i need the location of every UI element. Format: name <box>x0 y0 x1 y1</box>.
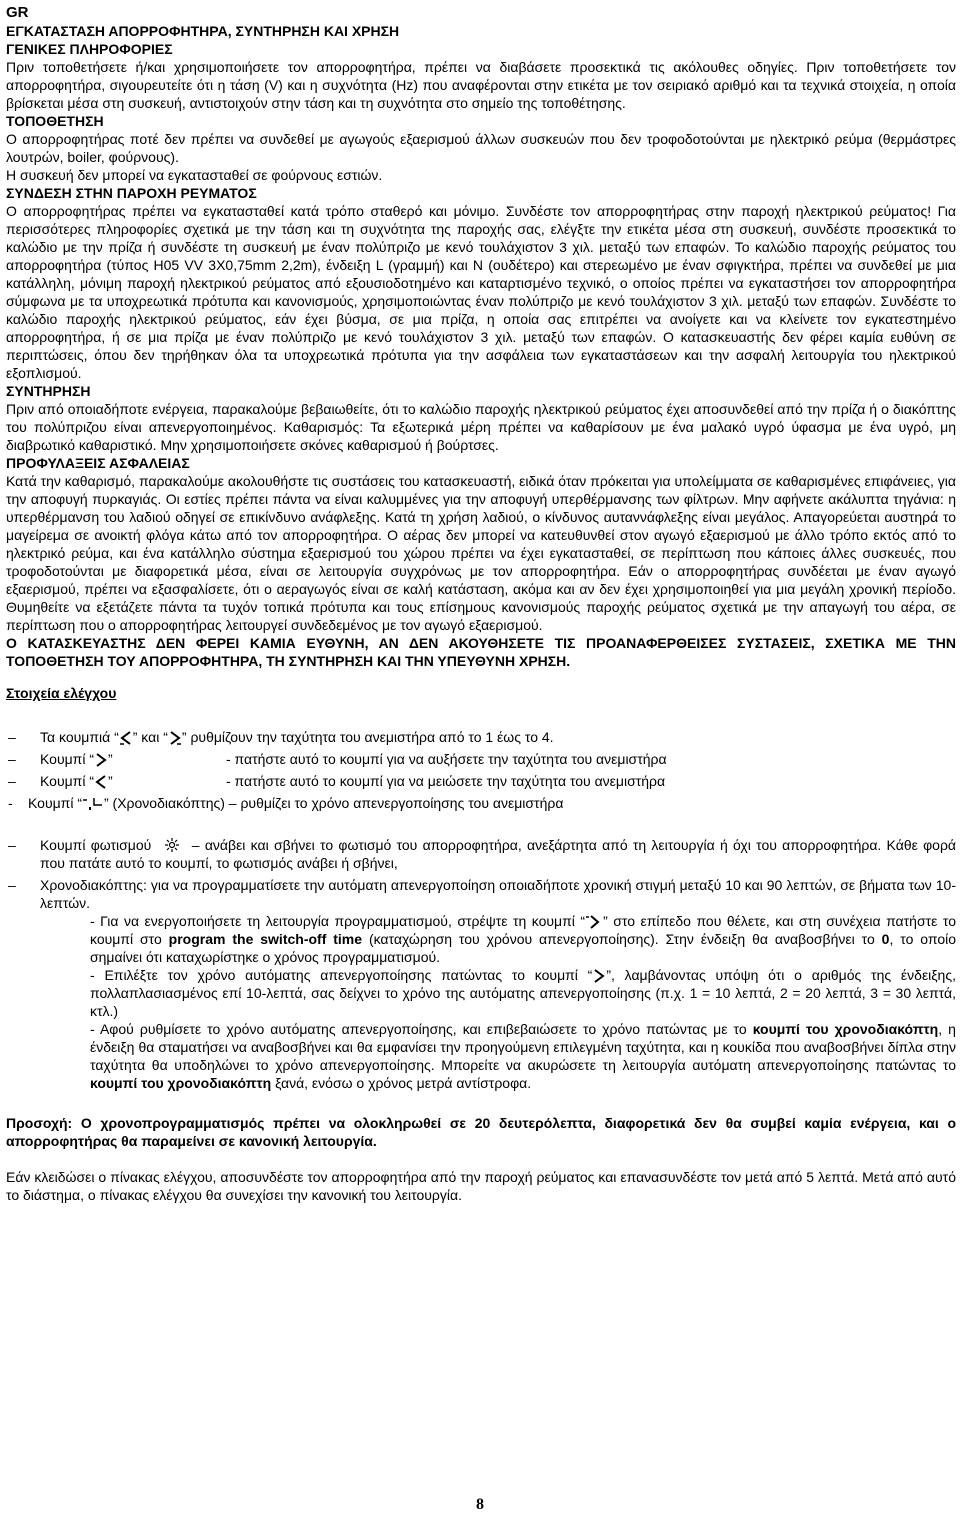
light-icon <box>163 837 181 853</box>
controls-item-speed-up: – Κουμπί “ ” - πατήστε αυτό το κουμπί για να αυξήσετε την ταχύτητα του ανεμιστήρα <box>8 751 667 767</box>
chevron-right-icon <box>592 969 606 983</box>
section-heading-connection: ΣΥΝΔΕΣΗ ΣΤΗΝ ΠΑΡΟΧΗ ΡΕΥΜΑΤΟΣ <box>6 185 257 201</box>
paragraph-lock: Εάν κλειδώσει ο πίνακας ελέγχου, αποσυνδέστε τον απορροφητήρα από την παροχή ρεύματος και επανασυνδέστε τον μετά από 5 λεπτά. Μετά από αυτό το διάστημα, ο πίνακας ελέγχου θα συνεχίσει την κανονική του λειτουργία. <box>6 1169 956 1203</box>
section-heading-installation: ΤΟΠΟΘΕΤΗΣΗ <box>6 113 104 129</box>
chevron-left-icon <box>94 775 108 789</box>
timer-icon <box>82 797 104 811</box>
language-code: GR <box>6 4 29 21</box>
chevron-right-icon <box>168 731 182 745</box>
paragraph-installation-2: Η συσκευή δεν μπορεί να εγκατασταθεί σε φούρνους εστιών. <box>6 167 383 183</box>
section-heading-safety: ΠΡΟΦΥΛΑΞΕΙΣ ΑΣΦΑΛΕΙΑΣ <box>6 455 190 471</box>
paragraph-maintenance: Πριν από οποιαδήποτε ενέργεια, παρακαλούμε βεβαιωθείτε, ότι το καλώδιο παροχής ηλεκτρικού ρεύματος έχει αποσυνδεθεί από την πρίζα ή ο διακόπτης του πολύπριζου είναι απενεργοποιημένος. Καθαρισμός: Τα εξωτερικά μέρη πρέπει να καθαρίσουν με ένα μαλακό υγρό ύφασμα με ένα υγρό, μη διαβρωτικό καθαριστικό. Μην χρησιμοποιήσετε σκόνες καθαρισμού ή βούρτσες. <box>6 401 956 453</box>
timer-icon <box>585 915 603 929</box>
timer-step-3: - Αφού ρυθμίσετε το χρόνο αυτόματης απενεργοποίησης, και επιβεβαιώσετε το χρόνο πατώντας με το κουμπί του χρονοδιακόπτη, η ένδειξη θα σταματήσει να αναβοσβήνει και θα εμφανίσει την προηγούμενη επιλεγμένη ταχύτητα, και η κουκίδα που αναβοσβήνει δίπλα στην ταχύτητα θα υποδηλώνει το χρόνο απενεργοποίησης. Μπορείτε να ακυρώσετε τη λειτουργία αυτόματη απενεργοποίησης πατώντας το κουμπί του χρονοδιακόπτη ξανά, ενόσω ο χρόνος μετρά αντίστροφα. <box>90 1021 956 1091</box>
bullet-dash: – <box>8 729 16 745</box>
controls-item-light: – Κουμπί φωτισμού – ανάβει και σβήνει το φωτισμό του απορροφητήρα, ανεξάρτητα από τη λειτουργία ή όχι του απορροφητήρα. Κάθε φορά που πατάτε αυτό το κουμπί, το φωτισμός ανάβει ή σβήνει, <box>8 837 957 871</box>
timer-step-1: - Για να ενεργοποιήσετε τη λειτουργία προγραμματισμού, στρέψτε τη κουμπί “ ” στο επίπεδο που θέλετε, και στη συνέχεια πατήστε το κουμπί στο program the switch-off time (καταχώρηση του χρόνου απενεργοποίησης). Στην ένδειξη θα αναβοσβήνει το 0, το οποίο σημαίνει ότι καταχωρίστηκε ο χρόνος προγραμματισμού. <box>90 913 956 965</box>
controls-item-timer: - Κουμπί “ ” (Χρονοδιακόπτης) – ρυθμίζει το χρόνο απενεργοποίησης του ανεμιστήρα <box>8 795 564 811</box>
chevron-left-icon <box>119 731 133 745</box>
paragraph-installation-1: Ο απορροφητήρας ποτέ δεν πρέπει να συνδεθεί με αγωγούς εξαερισμού άλλων συσκευών που δεν τροφοδοτούνται με ηλεκτρικό ρεύμα (θερμάστρες λουτρών, boiler, φούρνους). <box>6 131 956 165</box>
controls-item-timer-function: – Χρονοδιακόπτης: για να προγραμματίσετε την αυτόματη απενεργοποίηση οποιαδήποτε χρονική στιγμή μεταξύ 10 και 90 λεπτών, σε βήματα των 10-λεπτών. <box>8 877 956 911</box>
section-heading-general: ΓΕΝΙΚΕΣ ΠΛΗΡΟΦΟΡΙΕΣ <box>6 41 173 57</box>
timer-step-2: - Επιλέξτε τον χρόνο αυτόματης απενεργοποίησης πατώντας το κουμπί “ ”, λαμβάνοντας υπόψη ότι ο αριθμός της ένδειξης, πολλαπλασιασμένος επί 10-λεπτά, σας δείχνει το χρόνο της αυτόματης απενεργοποίησης (π.χ. 1 = 10 λεπτά, 2 = 20 λεπτά, 3 = 30 λεπτά, κτλ.) <box>90 967 956 1019</box>
controls-heading: Στοιχεία ελέγχου <box>6 685 117 701</box>
document-page <box>6 4 956 1204</box>
main-title: ΕΓΚΑΤΑΣΤΑΣΗ ΑΠΟΡΡΟΦΗΤΗΡΑ, ΣΥΝΤΗΡΗΣΗ ΚΑΙ ΧΡΗΣΗ <box>6 23 400 39</box>
controls-item-speed-down: – Κουμπί “ ” - πατήστε αυτό το κουμπί για να μειώσετε την ταχύτητα του ανεμιστήρα <box>8 773 666 789</box>
chevron-right-icon <box>94 753 108 767</box>
manufacturer-warning: Ο ΚΑΤΑΣΚΕΥΑΣΤΗΣ ΔΕΝ ΦΕΡΕΙ ΚΑΜΙΑ ΕΥΘΥΝΗ, ΑΝ ΔΕΝ ΑΚΟΥΘΗΣΕΤΕ ΤΙΣ ΠΡΟΑΝΑΦΕΡΘΕΙΣΕΣ ΣΥΣΤΑΣΕΙΣ, ΣΧΕΤΙΚΑ ΜΕ ΤΗΝ ΤΟΠΟΘΕΤΗΣΗ ΤΟΥ ΑΠΟΡΡΟΦΗΤΗΡΑ, ΤΗ ΣΥΝΤΗΡΗΣΗ ΚΑΙ ΤΗΝ ΥΠΕΥΘΥΝΗ ΧΡΗΣΗ. <box>6 635 956 669</box>
controls-item-speed: – Τα κουμπιά “ ” και “ ” ρυθμίζουν την ταχύτητα του ανεμιστήρα από το 1 έως το 4. <box>8 729 554 745</box>
timer-note: Προσοχή: Ο χρονοπρογραμματισμός πρέπει να ολοκληρωθεί σε 20 δευτερόλεπτα, διαφορετικά δεν θα συμβεί καμία ενέργεια, και ο απορροφητήρας θα παραμείνει σε κανονική λειτουργία. <box>6 1115 956 1149</box>
paragraph-safety: Κατά την καθαρισμό, παρακαλούμε ακολουθήστε τις συστάσεις του κατασκευαστή, ειδικά όταν πρόκειται για υπολείμματα σε καθαρισμένες επιφάνειες, για την αποφυγή πυρκαγιάς. Οι εστίες πρέπει πάντα να είναι καλυμμένες για την αποφυγή υπερθέρμανσης των φίλτρων. Μην αφήνετε ακάλυπτα τηγάνια: η υπερθέρμανση του λαδιού οδηγεί σε επικίνδυνο ανάφλεξης. Κατά τη χρήση λαδιού, ο κίνδυνος αυταννάφλεξης είναι μεγάλος. Απαγορεύεται αυστηρά το μαγείρεμα σε ανοικτή φλόγα κάτω από τον απορροφητήρα. Ο αέρας δεν μπορεί να κατευθυνθεί στον αγωγό εξαερισμού με άλλο τρόπο εκτός από το ηλεκτρικό ρεύμα, και ένα κατάλληλο σύστημα εξαερισμού του χώρου πρέπει να έχει εγκατασταθεί, σε περίπτωση που κάποιες άλλες συσκευές, που τροφοδοτούνται με διαφορετικά μέσα, είναι σε λειτουργία συγχρόνως με τον απορροφητήρα. Εάν ο απορροφητήρας συνδέεται με έναν αγωγό εξαερισμού, πρέπει να εξασφαλίσετε, ότι ο αεραγωγός είναι σε καλή κατάσταση, ακόμα και αν δεν έχει χρησιμοποιηθεί για μια μεγάλη χρονική περίοδο. Θυμηθείτε να εξετάζετε πάντα τα τυχόν τοπικά πρότυπα και τους επίσημους κανονισμούς παροχής ρεύματος σχετικά με την απαγωγή του αέρα, σε περίπτωση που ο απορροφητήρας λειτουργεί συνδεδεμένος με τον αγωγό εξαερισμού. <box>6 473 956 633</box>
paragraph-connection: Ο απορροφητήρας πρέπει να εγκατασταθεί κατά τρόπο σταθερό και μόνιμο. Συνδέστε τον απορροφητήρας στην παροχή ηλεκτρικού ρεύματος! Για περισσότερες πληροφορίες σχετικά με την τάση και τη συχνότητα της παροχής σας, ελέγξτε την ετικέτα μέσα στη συσκευή, συνδέστε προσεκτικά το καλώδιο με την πρίζα ή συνδέστε τη συσκευή με έναν πολύπριζο με κενό τουλάχιστον 3 χιλ. μεταξύ των επαφών. Το καλώδιο παροχής ρεύματος του απορροφητήρα (τύπος H05 VV 3X0,75mm 2,2m), ένδειξη L (γραμμή) και N (ουδέτερο) και στερεωμένο με έναν σφιγκτήρα, πρέπει να συνδεθεί με μια κατάλληλη, μόνιμη παροχή ηλεκτρικού ρεύματος από εξουσιοδοτημένο και καταρτισμένο τεχνικό, ο οποίος πρέπει να εγκαταστήσει τον απορροφητήρα σύμφωνα με τα υποχρεωτικά πρότυπα και κανονισμούς, χρησιμοποιώντας έναν πολύπριζο με κενό τουλάχιστον 3 χιλ. μεταξύ των επαφών. Συνδέστε το καλώδιο παροχής ηλεκτρικού ρεύματος, εάν έχει βύσμα, σε μια πρίζα, η οποία σας επιτρέπει να ανοίγετε και να κλείνετε τον εγκατεστημένο απορροφητήρα, ή σε μια πρίζα με έναν πολύπριζο με κενό τουλάχιστον 3 χιλ. μεταξύ των επαφών. Ο κατασκευαστής δεν φέρει καμία ευθύνη σε περιπτώσεις, όπου δεν τηρήθηκαν όλα τα υποχρεωτικά πρότυπα για την ασφάλεια των εγκαταστάσεων και την ασφαλή λειτουργία του ηλεκτρικού εξοπλισμού. <box>6 203 956 381</box>
paragraph-general: Πριν τοποθετήσετε ή/και χρησιμοποιήσετε τον απορροφητήρα, πρέπει να διαβάσετε προσεκτικά τις ακόλουθες οδηγίες. Πριν τοποθετήσετε τον απορροφητήρα, σιγουρευτείτε ότι η τάση (V) και η συχνότητα (Hz) που αναφέρονται στην ετικέτα με τον σειριακό αριθμό και τα τεχνικά στοιχεία, η οποία βρίσκεται μέσα στη συσκευή, αντιστοιχούν στην τάση και τη συχνότητα στο σημείο της τοποθέτησης. <box>6 59 956 111</box>
page-number: 8 <box>476 1496 484 1513</box>
section-heading-maintenance: ΣΥΝΤΗΡΗΣΗ <box>6 383 91 399</box>
